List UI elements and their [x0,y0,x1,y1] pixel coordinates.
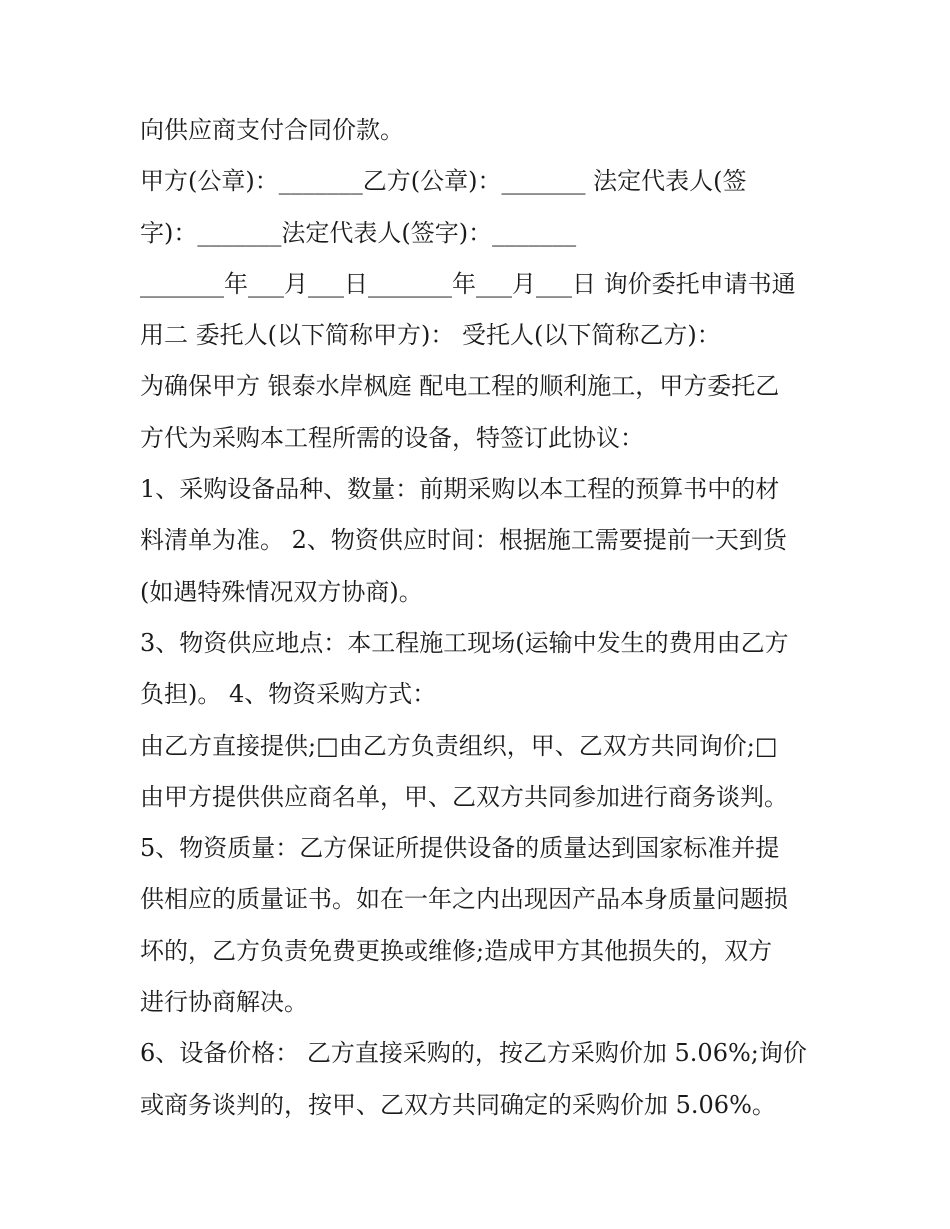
text-line: 坏的，乙方负责免费更换或维修;造成甲方其他损失的，双方 [140,936,773,965]
text-line: _______年___月___日_______年___月___日 询价委托申请书通 [140,269,796,298]
text-line: 用二 委托人(以下简称甲方)： 受托人(以下简称乙方)： [140,321,721,350]
text-line: 由甲方提供供应商名单，甲、乙双方共同参加进行商务谈判。 [140,782,788,811]
text-line: 或商务谈判的，按甲、乙双方共同确定的采购价加 5.06%。 [140,1090,776,1119]
text-line: 字)：_______法定代表人(签字)：_______ [140,218,577,247]
text-line: 料清单为准。 2、物资供应时间：根据施工需要提前一天到货 [140,526,787,555]
text-line: 甲方(公章)：_______乙方(公章)：_______ 法定代表人(签 [140,167,747,196]
text-line: 供相应的质量证书。如在一年之内出现因产品本身质量问题损 [140,885,788,914]
text-line: 3、物资供应地点：本工程施工现场(运输中发生的费用由乙方 [140,628,789,657]
text-line: (如遇特殊情况双方协商)。 [140,577,423,606]
text-line: 负担)。 4、物资采购方式： [140,680,437,709]
text-line: 5、物资质量：乙方保证所提供设备的质量达到国家标准并提 [140,834,780,863]
text-line: 由乙方直接提供;□由乙方负责组织，甲、乙双方共同询价;□ [140,731,778,760]
text-line: 向供应商支付合同价款。 [140,116,404,144]
contract-text [140,105,820,1131]
text-line: 为确保甲方 银泰水岸枫庭 配电工程的顺利施工，甲方委托乙 [140,372,780,401]
text-line: 方代为采购本工程所需的设备，特签订此协议： [140,423,644,452]
text-line: 6、设备价格： 乙方直接采购的，按乙方采购价加 5.06%;询价 [140,1039,807,1068]
text-line: 进行协商解决。 [140,988,308,1017]
text-line: 1、采购设备品种、数量：前期采购以本工程的预算书中的材 [140,475,780,504]
